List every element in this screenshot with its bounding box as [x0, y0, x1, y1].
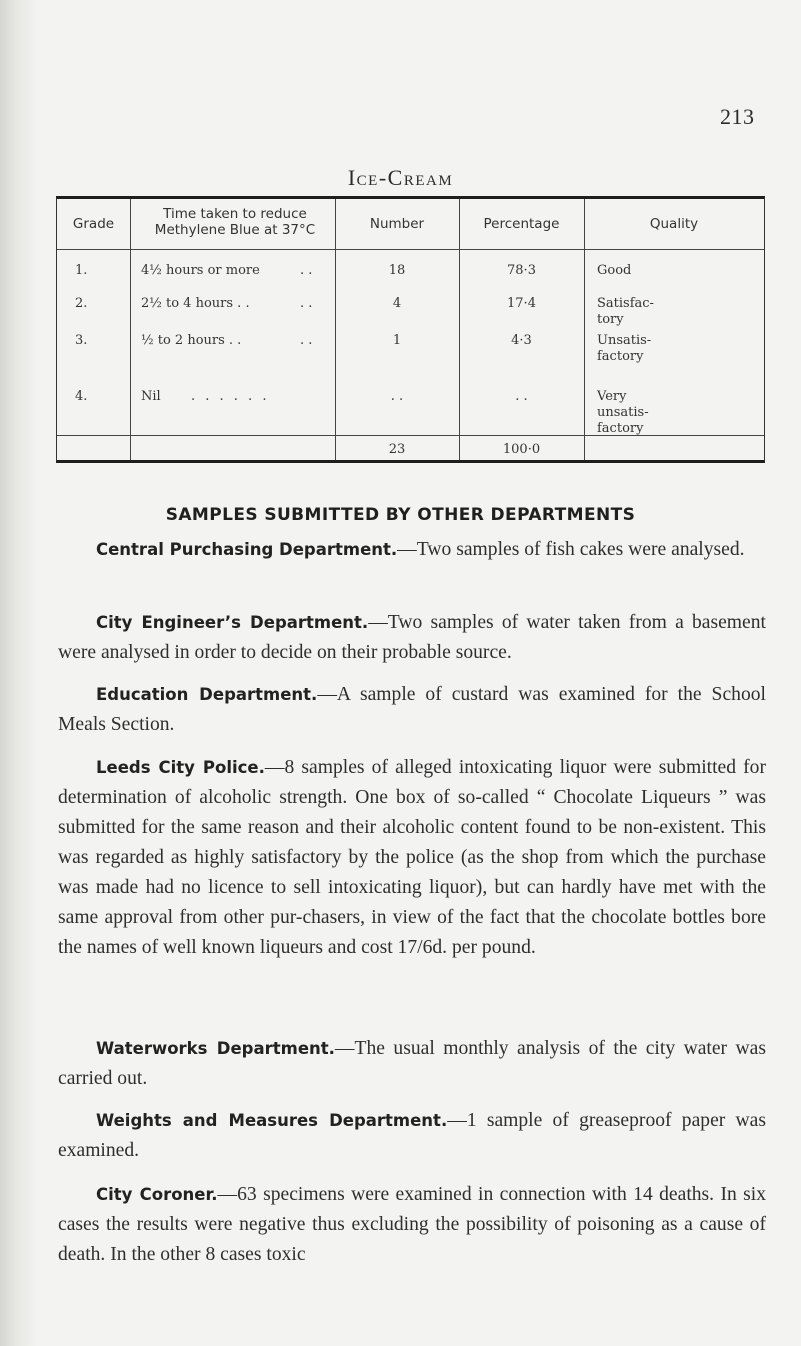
row-quality: Satisfac- tory — [597, 296, 654, 327]
row-grade: 2. — [75, 296, 88, 311]
row-leader-dots: . . — [300, 333, 313, 348]
paragraph-text: —63 specimens were examined in connection with 14 deaths. In six cases the results were negative thus excluding the possibility of poisoning as a cause of death. In the other 8 cases toxic — [58, 1184, 767, 1265]
column-divider — [459, 199, 460, 460]
header-number: Number — [369, 216, 425, 232]
row-number: 4 — [392, 296, 402, 311]
total-number: 23 — [388, 442, 406, 457]
header-percentage: Percentage — [483, 216, 560, 232]
row-time: 4½ hours or more — [141, 263, 260, 278]
row-grade: 4. — [75, 389, 88, 404]
paragraph-lead: City Coroner. — [96, 1185, 218, 1204]
column-divider — [130, 199, 131, 460]
paragraph-central-purchasing — [58, 535, 766, 565]
row-number: 1 — [392, 333, 402, 348]
paragraph-city-engineer — [58, 608, 766, 668]
table-title: Ice-Cream — [347, 165, 454, 190]
row-time: ½ to 2 hours . . — [141, 333, 242, 348]
ice-cream-table — [56, 196, 765, 463]
paragraph-leeds-city-police — [58, 753, 766, 963]
paragraph-text: —1 sample of greaseproof paper was examined. — [58, 1110, 766, 1161]
paragraph-text: —Two samples of fish cakes were analysed. — [397, 539, 745, 560]
paragraph-education — [58, 680, 766, 740]
paragraph-lead: Weights and Measures Department. — [96, 1111, 448, 1130]
paragraph-lead: City Engineer’s Department. — [96, 613, 369, 632]
paragraph-lead: Education Department. — [96, 685, 318, 704]
paragraph-text: —The usual monthly analysis of the city water was carried out. — [58, 1038, 767, 1089]
row-percentage: 78·3 — [507, 263, 536, 278]
row-grade: 1. — [75, 263, 88, 278]
column-divider — [584, 199, 585, 460]
row-quality: Very unsatis- factory — [597, 389, 649, 436]
header-divider — [57, 249, 764, 250]
header-time: Time taken to reduce Methylene Blue at 37°C — [154, 206, 316, 238]
row-number: 18 — [388, 263, 406, 278]
page-number: 213 — [720, 104, 755, 129]
row-number: . . — [390, 389, 404, 404]
row-leader-dots: . . — [300, 296, 313, 311]
paragraph-city-coroner — [58, 1180, 766, 1270]
row-quality: Unsatis- factory — [597, 333, 652, 364]
row-grade: 3. — [75, 333, 88, 348]
paragraph-text: —Two samples of water taken from a basement were analysed in order to decide on their probable source. — [58, 612, 766, 663]
paragraph-lead: Waterworks Department. — [96, 1039, 335, 1058]
header-quality: Quality — [649, 216, 699, 232]
row-leader-dots: . . . . . . — [191, 389, 270, 404]
column-divider — [335, 199, 336, 460]
paragraph-lead: Leeds City Police. — [96, 758, 265, 777]
row-percentage: . . — [515, 389, 528, 404]
header-grade: Grade — [72, 216, 115, 232]
row-time: 2½ to 4 hours . . — [141, 296, 250, 311]
book-spine-shadow — [0, 0, 38, 1346]
row-quality: Good — [597, 263, 632, 278]
paragraph-waterworks — [58, 1034, 766, 1094]
paragraph-weights-and-measures — [58, 1106, 766, 1166]
row-leader-dots: . . — [300, 263, 313, 278]
row-percentage: 4·3 — [511, 333, 532, 348]
paragraph-text: —A sample of custard was examined for the School Meals Section. — [58, 684, 766, 735]
paragraph-text: —8 samples of alleged intoxicating liquor were submitted for determination of alcoholic strength. One box of so-called “ Chocolate Liqueurs ” was submitted for the same reason and their alcoholic content found to be non-existent. This was regarded as highly satisfactory by the police (as the shop from which the purchase was made had no licence to sell intoxicating liquor), but can hardly have met with the same approval from other pur-chasers, in view of the fact that the chocolate bottles bore the names of well known liqueurs and cost 17/6d. per pound. — [58, 757, 766, 958]
row-time: Nil — [141, 389, 161, 404]
row-percentage: 17·4 — [507, 296, 536, 311]
section-heading: SAMPLES SUBMITTED BY OTHER DEPARTMENTS — [165, 505, 636, 525]
paragraph-lead: Central Purchasing Department. — [96, 540, 398, 559]
total-percentage: 100·0 — [502, 442, 541, 457]
